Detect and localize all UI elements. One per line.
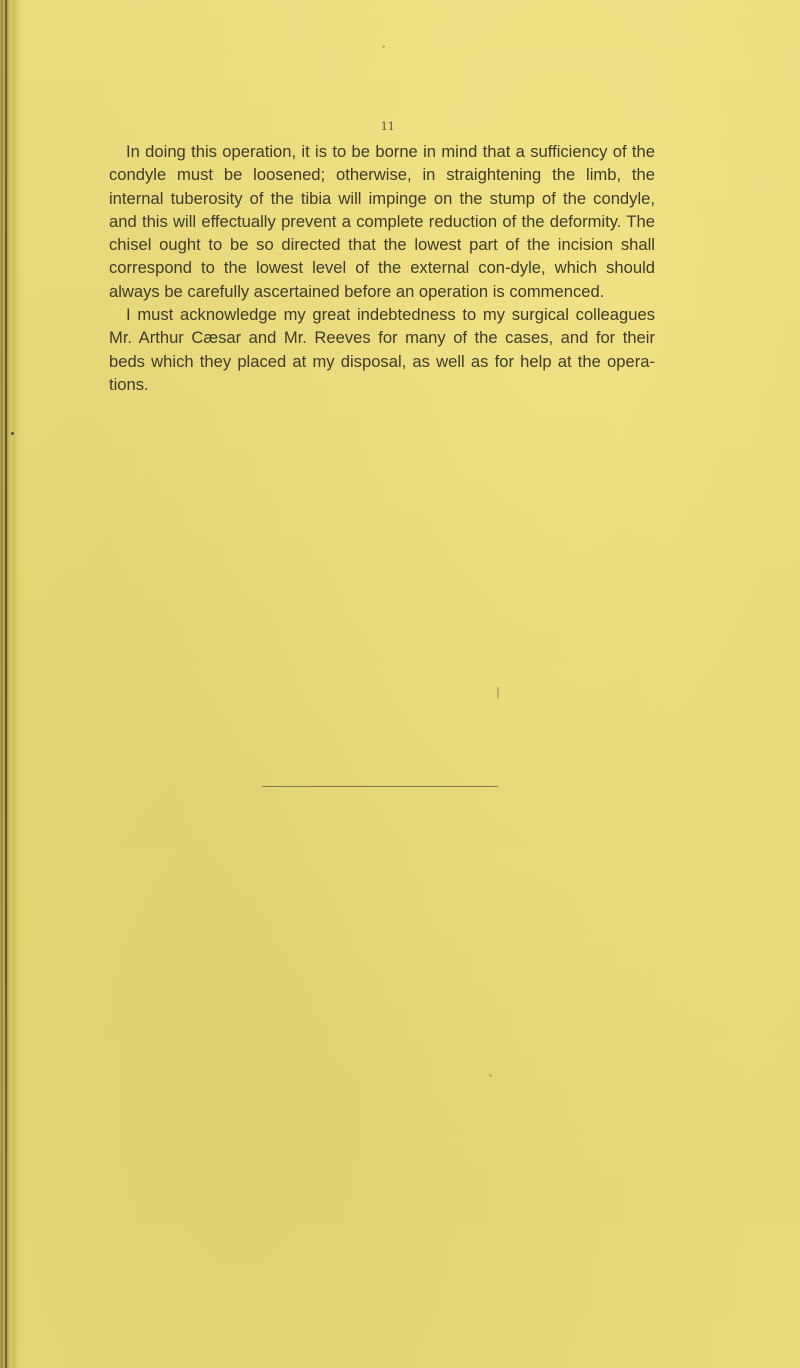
binding-edge xyxy=(0,0,22,1368)
paper-speck xyxy=(11,432,14,435)
paper-speck xyxy=(489,1074,492,1077)
paragraph-acknowledgement: I must acknowledge my great indebtedness to my surgical colleagues Mr. Arthur Cæsar and Mr. Reeves for many of the cases, and for their beds which they placed at my disposal, as well as for help at the opera-tions. xyxy=(109,305,655,394)
paper-speck xyxy=(382,45,385,48)
paragraph-operation-note: In doing this operation, it is to be borne in mind that a sufficiency of the condyle must be loosened; otherwise, in straightening the limb, the internal tuberosity of the tibia will impinge on the stump of the condyle, and this will effectually prevent a complete reduction of the deformity. The chisel ought to be so directed that the lowest part of the incision shall correspond to the lowest level of the external con-dyle, which should always be carefully ascertained before an operation is commenced. xyxy=(109,142,655,301)
paper-speck xyxy=(497,687,499,699)
page-number: 11 xyxy=(380,118,396,133)
gutter-line xyxy=(5,0,7,1368)
body-text xyxy=(109,140,655,396)
closing-rule xyxy=(262,786,498,787)
